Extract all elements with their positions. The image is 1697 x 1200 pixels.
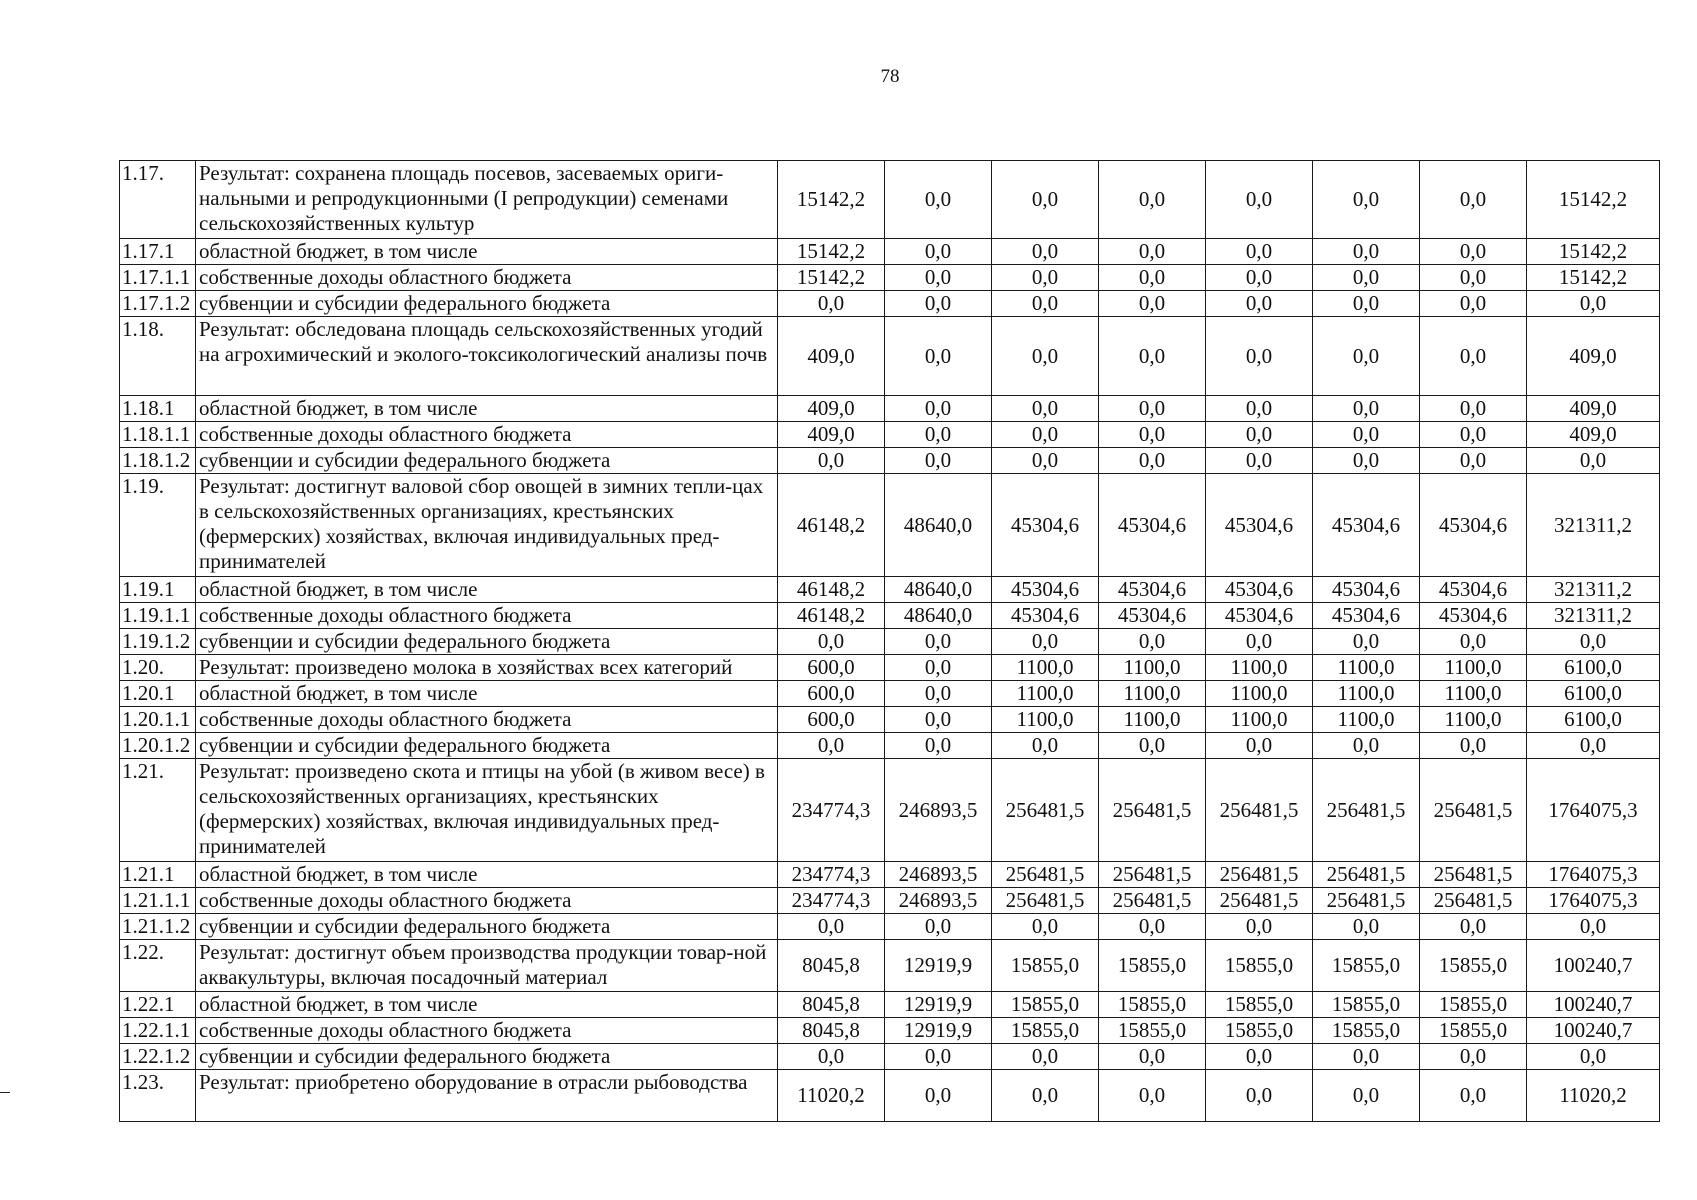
row-year-value: 600,0 (778, 655, 885, 681)
row-year-value: 45304,6 (1420, 474, 1527, 577)
row-year-value: 0,0 (1206, 239, 1313, 265)
budget-subrow (120, 291, 1660, 317)
row-description: субвенции и субсидии федерального бюджета (196, 291, 778, 317)
row-year-value: 45304,6 (992, 577, 1099, 603)
row-code: 1.22. (120, 940, 196, 992)
row-year-value: 0,0 (778, 629, 885, 655)
row-year-value: 0,0 (1099, 239, 1206, 265)
row-year-value: 409,0 (778, 317, 885, 396)
row-total-value: 409,0 (1527, 317, 1660, 396)
row-year-value: 0,0 (992, 239, 1099, 265)
row-year-value: 0,0 (1206, 448, 1313, 474)
row-year-value: 0,0 (1313, 291, 1420, 317)
row-year-value: 1100,0 (1099, 707, 1206, 733)
row-year-value: 0,0 (1206, 291, 1313, 317)
row-year-value: 45304,6 (1206, 577, 1313, 603)
budget-subrow (120, 888, 1660, 914)
row-year-value: 0,0 (1099, 1044, 1206, 1070)
row-code: 1.21.1 (120, 862, 196, 888)
row-year-value: 0,0 (1206, 1044, 1313, 1070)
row-total-value: 15142,2 (1527, 265, 1660, 291)
row-year-value: 45304,6 (1420, 603, 1527, 629)
row-year-value: 0,0 (992, 733, 1099, 759)
budget-subrow (120, 707, 1660, 733)
row-year-value: 0,0 (1420, 161, 1527, 239)
row-year-value: 15855,0 (1206, 940, 1313, 992)
row-year-value: 0,0 (1099, 448, 1206, 474)
row-description: собственные доходы областного бюджета (196, 603, 778, 629)
row-total-value: 0,0 (1527, 291, 1660, 317)
row-year-value: 0,0 (1420, 914, 1527, 940)
row-year-value: 0,0 (778, 291, 885, 317)
budget-subrow (120, 396, 1660, 422)
row-year-value: 0,0 (1420, 291, 1527, 317)
row-year-value: 0,0 (778, 733, 885, 759)
row-year-value: 1100,0 (992, 681, 1099, 707)
row-code: 1.23. (120, 1070, 196, 1122)
row-year-value: 0,0 (1420, 448, 1527, 474)
row-code: 1.18.1.1 (120, 422, 196, 448)
row-year-value: 0,0 (1313, 317, 1420, 396)
row-code: 1.22.1 (120, 992, 196, 1018)
row-year-value: 0,0 (1206, 265, 1313, 291)
budget-subrow (120, 681, 1660, 707)
result-row (120, 317, 1660, 396)
row-year-value: 0,0 (992, 448, 1099, 474)
row-year-value: 15855,0 (1099, 940, 1206, 992)
budget-subrow (120, 448, 1660, 474)
row-description: областной бюджет, в том числе (196, 577, 778, 603)
row-year-value: 45304,6 (1206, 474, 1313, 577)
row-year-value: 45304,6 (1099, 577, 1206, 603)
row-description: Результат: достигнут валовой сбор овощей в зимних тепли-цах в сельскохозяйственных организациях, крестьянских (фермерских) хозяйствах, включая индивидуальных пред-принимателей (196, 474, 778, 577)
row-code: 1.18.1 (120, 396, 196, 422)
row-total-value: 0,0 (1527, 733, 1660, 759)
row-year-value: 0,0 (1099, 1070, 1206, 1122)
row-year-value: 0,0 (1313, 239, 1420, 265)
row-year-value: 0,0 (1420, 1070, 1527, 1122)
row-year-value: 0,0 (1099, 629, 1206, 655)
row-total-value: 6100,0 (1527, 681, 1660, 707)
row-year-value: 0,0 (1420, 629, 1527, 655)
row-code: 1.19.1.2 (120, 629, 196, 655)
budget-subrow (120, 265, 1660, 291)
row-year-value: 256481,5 (1313, 862, 1420, 888)
row-code: 1.19. (120, 474, 196, 577)
result-row (120, 940, 1660, 992)
row-year-value: 0,0 (885, 1070, 992, 1122)
row-description: Результат: сохранена площадь посевов, засеваемых ориги-нальными и репродукционными (I репродукции) семенами сельскохозяйственных культур (196, 161, 778, 239)
row-year-value: 1100,0 (1099, 681, 1206, 707)
row-year-value: 256481,5 (1206, 888, 1313, 914)
row-year-value: 234774,3 (778, 888, 885, 914)
row-code: 1.22.1.1 (120, 1018, 196, 1044)
row-year-value: 1100,0 (1313, 707, 1420, 733)
budget-subrow (120, 914, 1660, 940)
row-year-value: 0,0 (1206, 396, 1313, 422)
row-year-value: 8045,8 (778, 992, 885, 1018)
row-year-value: 46148,2 (778, 474, 885, 577)
row-code: 1.20.1.2 (120, 733, 196, 759)
row-year-value: 0,0 (1099, 422, 1206, 448)
row-code: 1.17. (120, 161, 196, 239)
row-year-value: 1100,0 (1420, 681, 1527, 707)
row-description: собственные доходы областного бюджета (196, 707, 778, 733)
row-year-value: 234774,3 (778, 862, 885, 888)
row-year-value: 0,0 (992, 265, 1099, 291)
row-year-value: 0,0 (1099, 396, 1206, 422)
row-year-value: 0,0 (1313, 1070, 1420, 1122)
row-description: Результат: произведено скота и птицы на убой (в живом весе) в сельскохозяйственных организациях, крестьянских (фермерских) хозяйствах, включая индивидуальных пред-принимателей (196, 759, 778, 862)
row-year-value: 0,0 (1313, 161, 1420, 239)
row-code: 1.17.1 (120, 239, 196, 265)
row-year-value: 0,0 (1420, 396, 1527, 422)
row-year-value: 256481,5 (1206, 862, 1313, 888)
row-year-value: 409,0 (778, 396, 885, 422)
row-year-value: 1100,0 (1313, 655, 1420, 681)
row-year-value: 1100,0 (1099, 655, 1206, 681)
row-total-value: 409,0 (1527, 396, 1660, 422)
row-year-value: 15855,0 (1206, 992, 1313, 1018)
row-year-value: 0,0 (1206, 161, 1313, 239)
row-year-value: 0,0 (1099, 317, 1206, 396)
row-year-value: 1100,0 (1313, 681, 1420, 707)
row-description: субвенции и субсидии федерального бюджета (196, 914, 778, 940)
row-year-value: 45304,6 (1313, 577, 1420, 603)
row-year-value: 15855,0 (1099, 992, 1206, 1018)
row-year-value: 0,0 (885, 239, 992, 265)
row-year-value: 45304,6 (992, 603, 1099, 629)
row-year-value: 0,0 (1099, 914, 1206, 940)
row-year-value: 46148,2 (778, 603, 885, 629)
row-year-value: 0,0 (992, 1070, 1099, 1122)
budget-subrow (120, 422, 1660, 448)
row-code: 1.20.1.1 (120, 707, 196, 733)
row-year-value: 0,0 (885, 317, 992, 396)
row-description: собственные доходы областного бюджета (196, 422, 778, 448)
row-year-value: 0,0 (992, 914, 1099, 940)
row-year-value: 12919,9 (885, 992, 992, 1018)
row-year-value: 0,0 (885, 914, 992, 940)
row-year-value: 0,0 (1420, 1044, 1527, 1070)
row-description: собственные доходы областного бюджета (196, 888, 778, 914)
row-year-value: 15855,0 (1206, 1018, 1313, 1044)
row-total-value: 1764075,3 (1527, 759, 1660, 862)
budget-subrow (120, 862, 1660, 888)
row-year-value: 0,0 (885, 655, 992, 681)
row-description: Результат: достигнут объем производства продукции товар-ной аквакультуры, включая посадочный материал (196, 940, 778, 992)
row-year-value: 0,0 (1206, 1070, 1313, 1122)
row-year-value: 256481,5 (992, 759, 1099, 862)
row-year-value: 15855,0 (1099, 1018, 1206, 1044)
row-year-value: 0,0 (885, 629, 992, 655)
row-year-value: 0,0 (1206, 317, 1313, 396)
row-year-value: 0,0 (885, 265, 992, 291)
row-year-value: 0,0 (778, 914, 885, 940)
row-year-value: 45304,6 (1313, 474, 1420, 577)
row-description: областной бюджет, в том числе (196, 992, 778, 1018)
row-year-value: 256481,5 (1420, 759, 1527, 862)
row-year-value: 0,0 (1313, 733, 1420, 759)
row-year-value: 0,0 (1099, 291, 1206, 317)
row-year-value: 0,0 (1313, 422, 1420, 448)
row-year-value: 256481,5 (1099, 862, 1206, 888)
row-year-value: 246893,5 (885, 888, 992, 914)
row-year-value: 0,0 (885, 681, 992, 707)
table-body (120, 161, 1660, 1122)
row-total-value: 6100,0 (1527, 655, 1660, 681)
row-year-value: 0,0 (1313, 265, 1420, 291)
row-code: 1.19.1.1 (120, 603, 196, 629)
row-description: собственные доходы областного бюджета (196, 265, 778, 291)
row-year-value: 15855,0 (1420, 992, 1527, 1018)
row-total-value: 0,0 (1527, 448, 1660, 474)
row-year-value: 1100,0 (992, 707, 1099, 733)
budget-subrow (120, 733, 1660, 759)
result-row (120, 474, 1660, 577)
row-code: 1.22.1.2 (120, 1044, 196, 1070)
row-year-value: 12919,9 (885, 1018, 992, 1044)
row-year-value: 234774,3 (778, 759, 885, 862)
row-year-value: 1100,0 (1420, 707, 1527, 733)
budget-subrow (120, 577, 1660, 603)
row-year-value: 0,0 (1099, 733, 1206, 759)
row-year-value: 0,0 (1420, 733, 1527, 759)
row-year-value: 409,0 (778, 422, 885, 448)
row-total-value: 0,0 (1527, 629, 1660, 655)
row-code: 1.21. (120, 759, 196, 862)
row-year-value: 0,0 (992, 317, 1099, 396)
row-year-value: 46148,2 (778, 577, 885, 603)
result-row (120, 161, 1660, 239)
row-year-value: 246893,5 (885, 862, 992, 888)
row-year-value: 0,0 (778, 448, 885, 474)
row-total-value: 6100,0 (1527, 707, 1660, 733)
row-year-value: 256481,5 (992, 862, 1099, 888)
budget-table (119, 160, 1660, 1122)
row-total-value: 0,0 (1527, 1044, 1660, 1070)
row-year-value: 0,0 (992, 291, 1099, 317)
row-year-value: 0,0 (885, 291, 992, 317)
row-year-value: 15855,0 (1420, 940, 1527, 992)
row-year-value: 45304,6 (1420, 577, 1527, 603)
row-description: субвенции и субсидии федерального бюджета (196, 733, 778, 759)
row-year-value: 8045,8 (778, 940, 885, 992)
row-total-value: 100240,7 (1527, 940, 1660, 992)
row-description: Результат: приобретено оборудование в отрасли рыбоводства (196, 1070, 778, 1122)
row-year-value: 1100,0 (1206, 707, 1313, 733)
row-total-value: 321311,2 (1527, 577, 1660, 603)
row-year-value: 0,0 (778, 1044, 885, 1070)
row-year-value: 12919,9 (885, 940, 992, 992)
row-year-value: 8045,8 (778, 1018, 885, 1044)
row-year-value: 256481,5 (1420, 888, 1527, 914)
row-total-value: 15142,2 (1527, 161, 1660, 239)
row-year-value: 15142,2 (778, 239, 885, 265)
row-year-value: 15142,2 (778, 161, 885, 239)
row-year-value: 256481,5 (992, 888, 1099, 914)
row-year-value: 1100,0 (1206, 655, 1313, 681)
row-year-value: 1100,0 (1420, 655, 1527, 681)
row-year-value: 256481,5 (1206, 759, 1313, 862)
row-year-value: 0,0 (885, 707, 992, 733)
row-description: областной бюджет, в том числе (196, 862, 778, 888)
budget-subrow (120, 1018, 1660, 1044)
row-code: 1.20. (120, 655, 196, 681)
row-year-value: 48640,0 (885, 577, 992, 603)
row-code: 1.21.1.1 (120, 888, 196, 914)
row-total-value: 321311,2 (1527, 474, 1660, 577)
row-year-value: 0,0 (1206, 422, 1313, 448)
result-row (120, 759, 1660, 862)
row-year-value: 0,0 (1313, 448, 1420, 474)
row-description: областной бюджет, в том числе (196, 681, 778, 707)
row-year-value: 0,0 (885, 1044, 992, 1070)
result-row (120, 1070, 1660, 1122)
row-description: областной бюджет, в том числе (196, 239, 778, 265)
row-code: 1.17.1.2 (120, 291, 196, 317)
row-year-value: 0,0 (1099, 265, 1206, 291)
row-year-value: 15142,2 (778, 265, 885, 291)
budget-subrow (120, 239, 1660, 265)
row-code: 1.18.1.2 (120, 448, 196, 474)
row-year-value: 0,0 (885, 396, 992, 422)
row-year-value: 11020,2 (778, 1070, 885, 1122)
row-year-value: 0,0 (992, 396, 1099, 422)
page-number: 78 (880, 66, 900, 87)
row-year-value: 15855,0 (1313, 940, 1420, 992)
row-year-value: 15855,0 (992, 940, 1099, 992)
row-year-value: 0,0 (885, 422, 992, 448)
result-row (120, 655, 1660, 681)
row-description: собственные доходы областного бюджета (196, 1018, 778, 1044)
row-year-value: 0,0 (992, 422, 1099, 448)
margin-mark (0, 1092, 10, 1093)
row-year-value: 0,0 (1420, 239, 1527, 265)
row-total-value: 100240,7 (1527, 1018, 1660, 1044)
row-year-value: 0,0 (885, 448, 992, 474)
row-total-value: 100240,7 (1527, 992, 1660, 1018)
row-code: 1.19.1 (120, 577, 196, 603)
row-year-value: 0,0 (992, 1044, 1099, 1070)
row-year-value: 256481,5 (1313, 888, 1420, 914)
row-year-value: 0,0 (1420, 422, 1527, 448)
row-total-value: 0,0 (1527, 914, 1660, 940)
row-year-value: 0,0 (1313, 1044, 1420, 1070)
row-year-value: 15855,0 (1313, 992, 1420, 1018)
row-description: Результат: обследована площадь сельскохозяйственных угодий на агрохимический и эколого-токсикологический анализы почв (196, 317, 778, 396)
row-code: 1.21.1.2 (120, 914, 196, 940)
row-year-value: 48640,0 (885, 603, 992, 629)
row-code: 1.20.1 (120, 681, 196, 707)
row-year-value: 1100,0 (1206, 681, 1313, 707)
row-year-value: 0,0 (1206, 629, 1313, 655)
row-description: областной бюджет, в том числе (196, 396, 778, 422)
row-year-value: 0,0 (992, 629, 1099, 655)
row-year-value: 600,0 (778, 707, 885, 733)
row-year-value: 48640,0 (885, 474, 992, 577)
row-year-value: 0,0 (1313, 629, 1420, 655)
row-year-value: 256481,5 (1420, 862, 1527, 888)
row-description: субвенции и субсидии федерального бюджета (196, 629, 778, 655)
row-year-value: 0,0 (1313, 914, 1420, 940)
row-year-value: 45304,6 (1099, 603, 1206, 629)
row-year-value: 15855,0 (1313, 1018, 1420, 1044)
budget-subrow (120, 1044, 1660, 1070)
row-year-value: 0,0 (1206, 914, 1313, 940)
row-year-value: 45304,6 (1099, 474, 1206, 577)
row-total-value: 321311,2 (1527, 603, 1660, 629)
row-year-value: 15855,0 (1420, 1018, 1527, 1044)
row-year-value: 15855,0 (992, 1018, 1099, 1044)
budget-subrow (120, 992, 1660, 1018)
row-year-value: 0,0 (1099, 161, 1206, 239)
row-code: 1.17.1.1 (120, 265, 196, 291)
row-year-value: 256481,5 (1099, 888, 1206, 914)
row-code: 1.18. (120, 317, 196, 396)
row-year-value: 45304,6 (1206, 603, 1313, 629)
row-description: Результат: произведено молока в хозяйствах всех категорий (196, 655, 778, 681)
row-total-value: 1764075,3 (1527, 862, 1660, 888)
row-year-value: 0,0 (1420, 317, 1527, 396)
row-year-value: 0,0 (992, 161, 1099, 239)
row-year-value: 256481,5 (1099, 759, 1206, 862)
budget-subrow (120, 629, 1660, 655)
row-year-value: 0,0 (885, 161, 992, 239)
row-year-value: 246893,5 (885, 759, 992, 862)
row-year-value: 0,0 (885, 733, 992, 759)
row-total-value: 15142,2 (1527, 239, 1660, 265)
row-year-value: 0,0 (1206, 733, 1313, 759)
row-year-value: 45304,6 (1313, 603, 1420, 629)
row-description: субвенции и субсидии федерального бюджета (196, 1044, 778, 1070)
row-year-value: 1100,0 (992, 655, 1099, 681)
row-total-value: 409,0 (1527, 422, 1660, 448)
budget-subrow (120, 603, 1660, 629)
row-year-value: 0,0 (1313, 396, 1420, 422)
row-description: субвенции и субсидии федерального бюджета (196, 448, 778, 474)
row-year-value: 15855,0 (992, 992, 1099, 1018)
row-total-value: 1764075,3 (1527, 888, 1660, 914)
row-year-value: 0,0 (1420, 265, 1527, 291)
row-year-value: 45304,6 (992, 474, 1099, 577)
row-year-value: 256481,5 (1313, 759, 1420, 862)
row-total-value: 11020,2 (1527, 1070, 1660, 1122)
row-year-value: 600,0 (778, 681, 885, 707)
